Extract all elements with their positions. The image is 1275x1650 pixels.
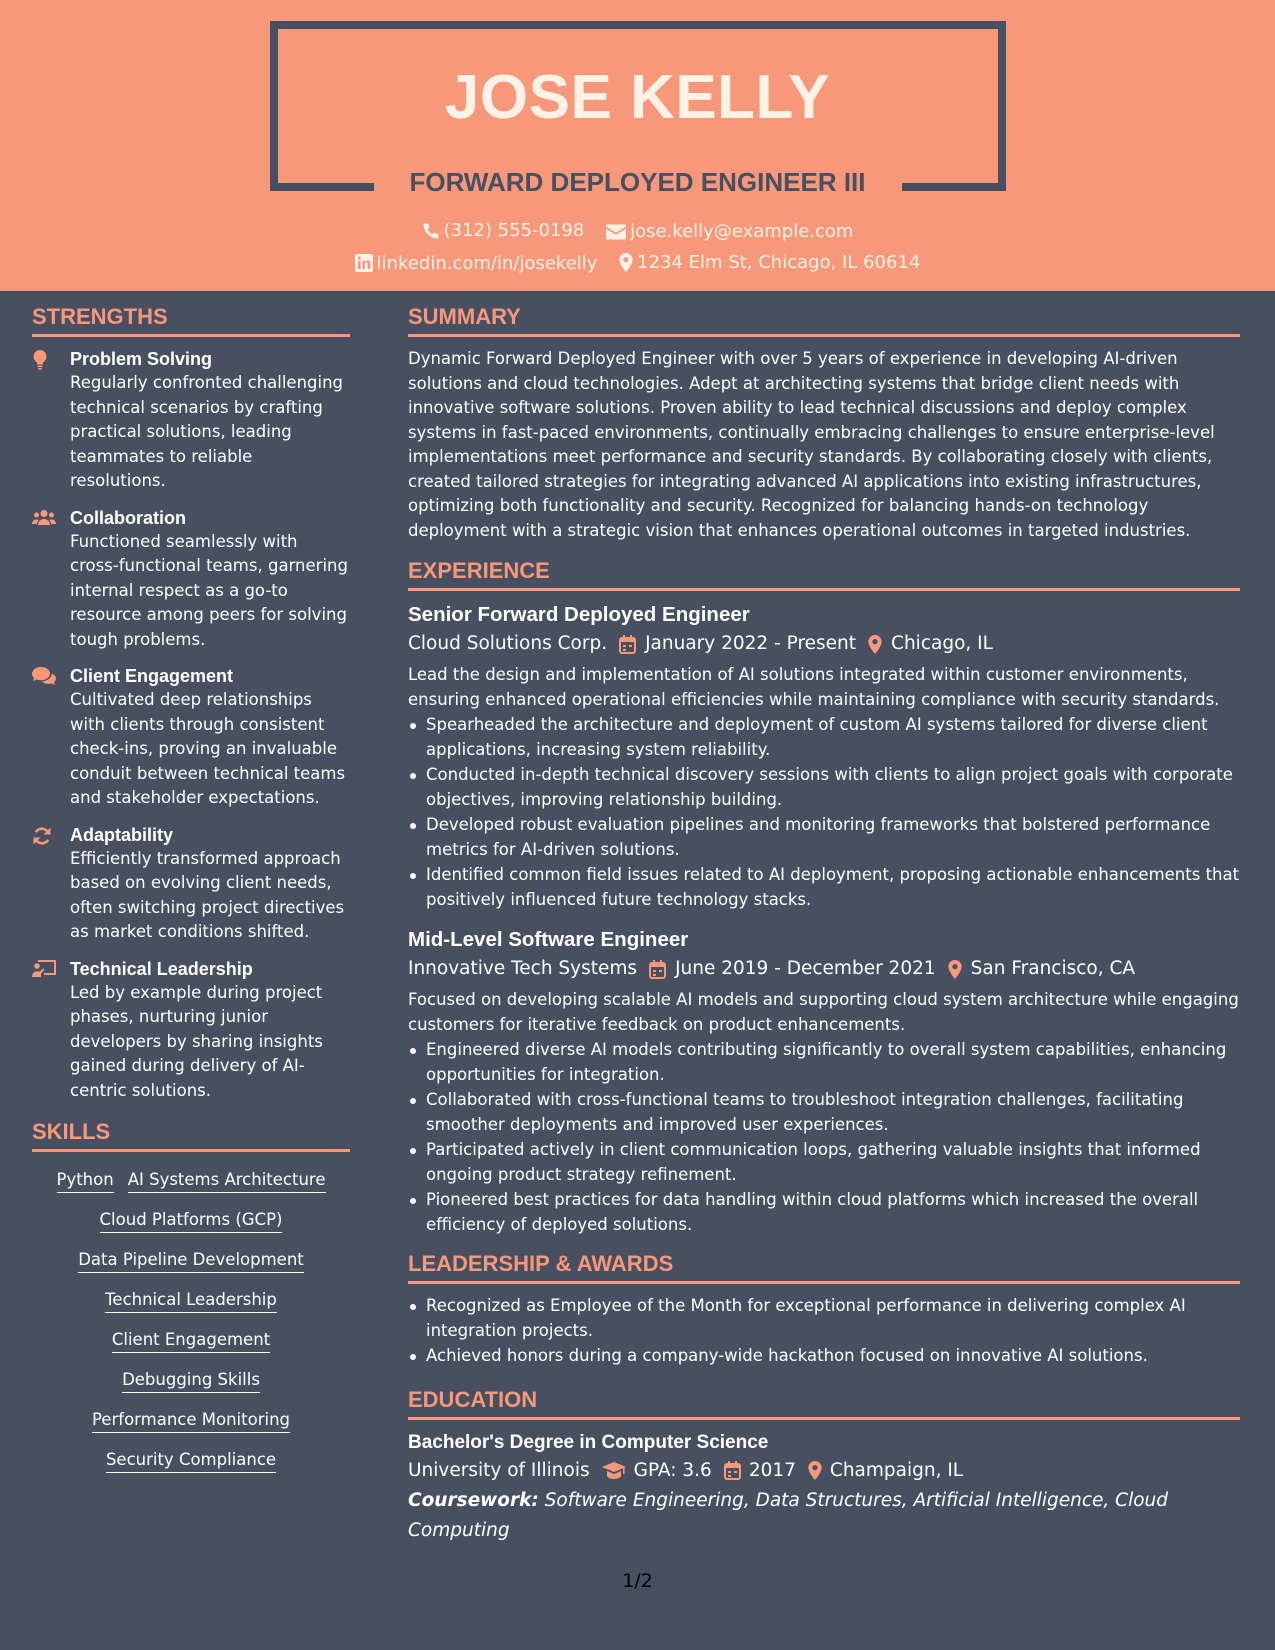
phone-icon [422,222,440,240]
linkedin-icon [355,254,373,272]
sync-icon [32,826,52,846]
degree: Bachelor's Degree in Computer Science [408,1431,769,1453]
contact-row-1 [0,220,1275,245]
job-position: Mid-Level Software Engineer [408,928,689,951]
graduation-cap-icon [602,1462,626,1479]
strength-item [32,506,350,653]
left-column [32,304,350,1482]
skill-tag: Client Engagement [112,1330,270,1353]
users-icon [32,509,56,526]
job-bullets [408,713,1240,912]
map-marker-icon [619,253,633,272]
job-dates: June 2019 - December 2021 [675,958,936,979]
summary-heading: SUMMARY [408,304,1240,337]
comments-icon [32,667,56,685]
chalkboard-teacher-icon [32,960,56,978]
strength-title: Client Engagement [70,666,234,686]
experience-heading: EXPERIENCE [408,558,1240,591]
coursework-text: Software Engineering, Data Structures, Artificial Intelligence, Cloud Computing [408,1489,1169,1541]
contact-row-2 [0,252,1275,277]
strength-title: Technical Leadership [70,958,253,979]
skills-heading: SKILLS [32,1119,350,1152]
job-title: FORWARD DEPLOYED ENGINEER III [409,167,866,197]
education-meta [408,1456,1240,1486]
job-description: Lead the design and implementation of AI solutions integrated within customer environments, ensuring enhanced operational efficiencies while maintaining compliance with security standards. [408,665,1220,709]
job-location: Chicago, IL [891,633,993,654]
summary-text: Dynamic Forward Deployed Engineer with over 5 years of experience in developing AI-driven solutions and cloud technologies. Adept at architecting systems that bridge client needs with innovative software solutions. Proven ability to lead technical discussions and deploy complex systems in fast-paced environments, continually embracing challenges to ensure enterprise-level implementations meet performance and security standards. By collaborating closely with clients, created tailored strategies for integrating advanced AI applications into existing infrastructures, optimizing both functionality and security. Recognized for balancing hands-on technology deployment with a strategic vision that enhances operational outcomes in targeted industries. [408,349,1215,540]
list-item: Conducted in-depth technical discovery sessions with clients to align project goals with corporate objectives, improving relationship building. [408,763,1240,812]
strength-item [32,347,350,494]
skill-tag: Technical Leadership [105,1290,277,1313]
strengths-heading: STRENGTHS [32,304,350,337]
map-marker-icon [868,635,882,654]
skill-tag: Cloud Platforms (GCP) [100,1210,283,1233]
strength-item [32,823,350,945]
right-column [408,304,1240,1546]
resume-header [0,0,1275,291]
strength-description: Cultivated deep relationships with clients through consistent check-ins, proving an invaluable conduit between technical teams and stakeholder expectations. [70,690,346,807]
list-item: Achieved honors during a company-wide hackathon focused on innovative AI solutions. [408,1344,1240,1369]
strength-item [32,957,350,1104]
graduation-year: 2017 [748,1459,796,1481]
address-text: 1234 Elm St, Chicago, IL 60614 [637,252,921,273]
job-dates: January 2022 - Present [645,633,857,654]
strength-description: Efficiently transformed approach based on evolving client needs, often switching project directives as market conditions shifted. [70,848,345,941]
education-location: Champaign, IL [829,1459,964,1481]
linkedin[interactable] [355,253,598,274]
header-frame [270,21,1006,29]
candidate-name: JOSE KELLY [444,63,831,132]
skill-tag: Security Compliance [106,1450,276,1473]
envelope-icon [606,224,626,240]
calendar-icon [724,1461,741,1480]
strength-description: Regularly confronted challenging technical scenarios by crafting practical solutions, leading teammates to reliable resolutions. [70,373,344,490]
education-heading: EDUCATION [408,1387,1240,1420]
linkedin-text: linkedin.com/in/josekelly [376,252,598,274]
strength-item [32,664,350,811]
list-item: Identified common field issues related to AI deployment, proposing actionable enhancements that positively influenced future technology stacks. [408,863,1240,912]
strength-title: Collaboration [70,507,186,528]
list-item: Engineered diverse AI models contributing significantly to overall system capabilities, enhancing opportunities for integration. [408,1038,1240,1087]
coursework [408,1486,1240,1546]
job-company: Cloud Solutions Corp. [408,633,608,654]
skill-tag: Python [57,1170,114,1193]
list-item: Participated actively in client communication loops, gathering valuable insights that informed ongoing product strategy refinement. [408,1138,1240,1187]
calendar-icon [619,635,636,654]
map-marker-icon [948,960,962,979]
email[interactable] [606,221,853,242]
skill-tag: Debugging Skills [122,1370,260,1393]
job-meta [408,629,1240,659]
awards-list [408,1294,1240,1369]
job-company: Innovative Tech Systems [408,958,638,979]
job-entry [408,926,1240,1237]
strength-description: Led by example during project phases, nurturing junior developers by sharing insights gained during delivery of AI-centric solutions. [70,982,323,1100]
coursework-label: Coursework: [408,1489,539,1511]
strength-description: Functioned seamlessly with cross-functional teams, garnering internal respect as a go-to resource among peers for solving tough problems. [70,531,348,649]
awards-heading: LEADERSHIP & AWARDS [408,1251,1240,1284]
job-position: Senior Forward Deployed Engineer [408,603,750,626]
address [619,252,920,273]
page-number: 1/2 [622,1570,653,1592]
skills-list [32,1162,350,1482]
list-item: Spearheaded the architecture and deployment of custom AI systems tailored for diverse client applications, increasing system reliability. [408,713,1240,762]
skill-tag: AI Systems Architecture [128,1170,326,1193]
map-marker-icon [808,1461,822,1480]
job-meta [408,954,1240,984]
gpa: GPA: 3.6 [633,1459,712,1481]
strength-title: Problem Solving [70,349,213,369]
calendar-icon [649,960,666,979]
job-bullets [408,1038,1240,1237]
email-text: jose.kelly@example.com [630,221,854,242]
strength-title: Adaptability [70,824,174,845]
list-item: Developed robust evaluation pipelines and monitoring frameworks that bolstered performance metrics for AI-driven solutions. [408,813,1240,862]
job-entry [408,601,1240,912]
list-item: Pioneered best practices for data handling within cloud platforms which increased the overall efficiency of deployed solutions. [408,1188,1240,1237]
list-item: Recognized as Employee of the Month for exceptional performance in delivering complex AI integration projects. [408,1294,1240,1343]
job-location: San Francisco, CA [970,958,1136,979]
skill-tag: Data Pipeline Development [78,1250,304,1273]
job-description: Focused on developing scalable AI models and supporting cloud system architecture while engaging customers for iterative feedback on product enhancements. [408,990,1239,1034]
lightbulb-icon [32,350,48,370]
list-item: Collaborated with cross-functional teams to troubleshoot integration challenges, facilitating smoother deployments and improved user experiences. [408,1088,1240,1137]
school: University of Illinois [408,1459,590,1481]
phone-text: (312) 555-0198 [443,220,585,241]
phone[interactable] [422,220,585,241]
skill-tag: Performance Monitoring [92,1410,290,1433]
